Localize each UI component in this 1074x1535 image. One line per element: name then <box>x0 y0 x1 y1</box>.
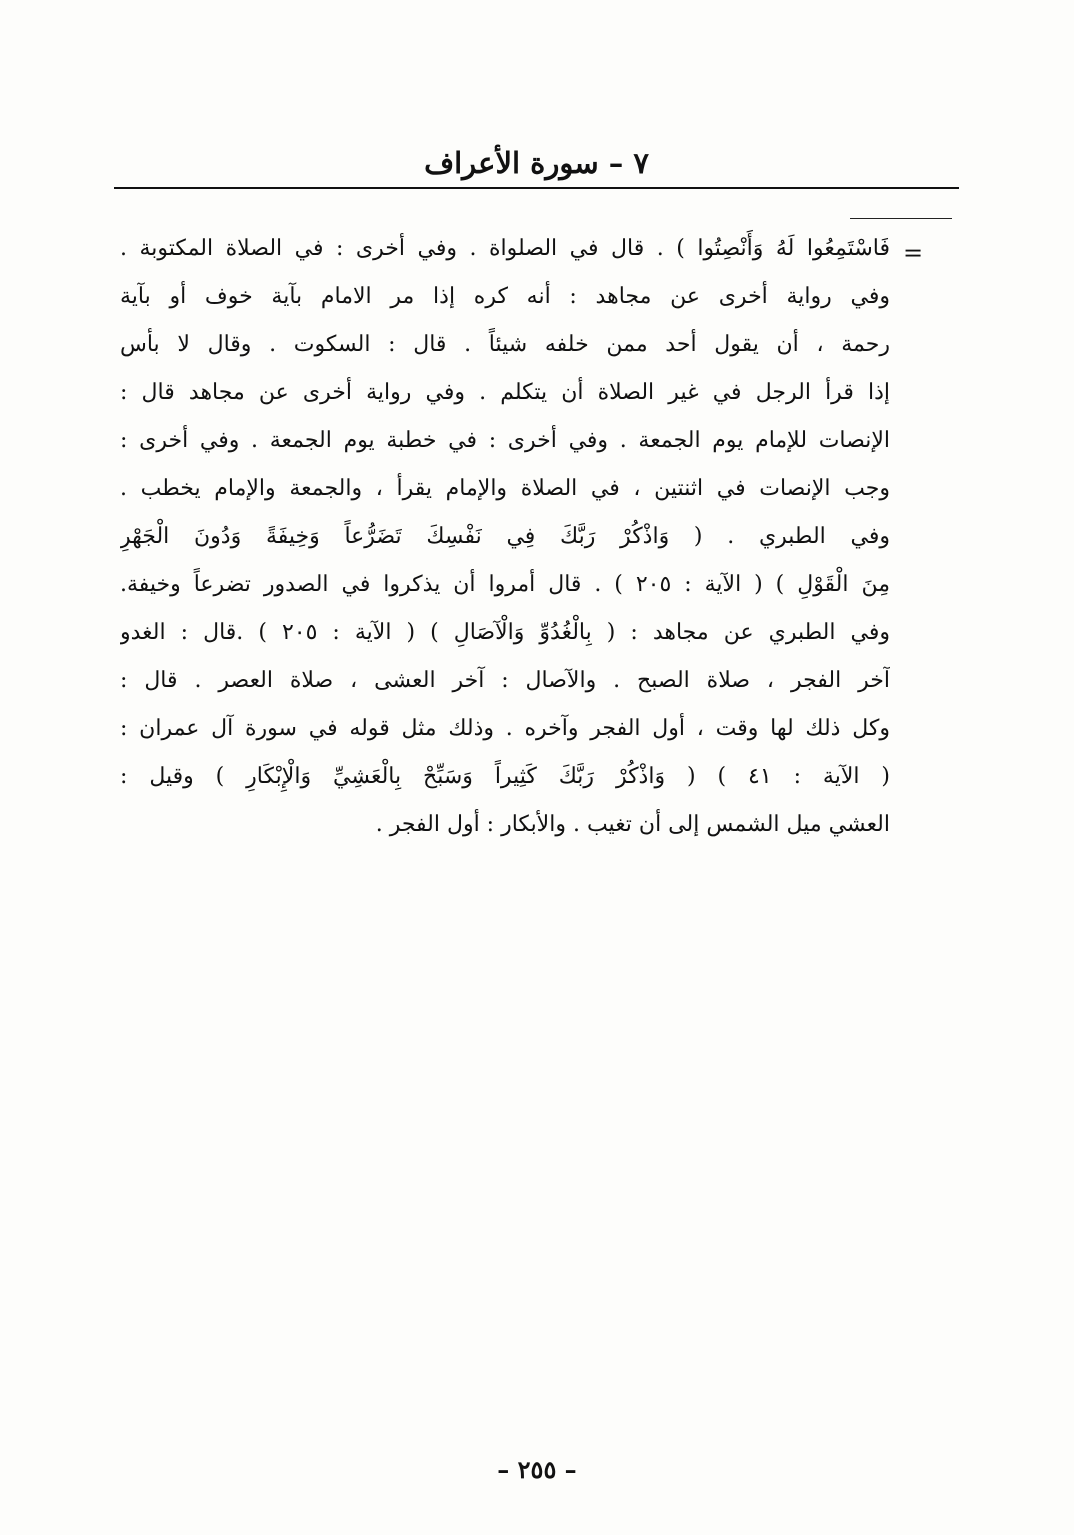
text-line: مِنَ الْقَوْلِ ) ( الآية : ٢٠٥ ) . قال أمروا أن يذكروا في الصدور تضرعاً وخيفة. <box>120 572 890 597</box>
text-line: ( الآية : ٤١ ) ( وَاذْكُرْ رَبَّكَ كَثِيراً وَسَبِّحْ بِالْعَشِيِّ وَالْإِبْكَارِ ) وقيل : <box>120 764 890 789</box>
text-line: رحمة ، أن يقول أحد ممن خلفه شيئاً . قال : السكوت . وقال لا بأس <box>120 332 890 357</box>
text-line: وكل ذلك لها وقت ، أول الفجر وآخره . وذلك مثل قوله في سورة آل عمران : <box>120 716 890 741</box>
text-line: فَاسْتَمِعُوا لَهُ وَأَنْصِتُوا ) . قال في الصلواة . وفي أخرى : في الصلاة المكتوبة . <box>120 236 890 261</box>
text-line: وفي الطبري . ( وَاذْكُرْ رَبَّكَ فِي نَفْسِكَ تَضَرُّعاً وَخِيفَةً وَدُونَ الْجَهْرِ <box>120 524 890 549</box>
page-header-title: ٧ – سورة الأعراف <box>424 146 649 180</box>
text-line: وفي الطبري عن مجاهد : ( بِالْغُدُوِّ وَالْآصَالِ ) ( الآية : ٢٠٥ ) .قال : الغدو <box>120 620 890 645</box>
text-line: إذا قرأ الرجل في غير الصلاة أن يتكلم . وفي رواية أخرى عن مجاهد قال : <box>120 380 890 405</box>
text-line: وجب الإنصات في اثنتين ، في الصلاة والإمام يقرأ ، والجمعة والإمام يخطب . <box>120 476 890 501</box>
footnote-separator-rule <box>850 218 952 219</box>
text-line: وفي رواية أخرى عن مجاهد : أنه كره إذا مر الامام بآية خوف أو بآية <box>120 284 890 309</box>
footnote-body-text <box>120 225 890 849</box>
page-number: – ٢٥٥ – <box>497 1455 577 1484</box>
text-line: العشي ميل الشمس إلى أن تغيب . والأبكار : أول الفجر . <box>375 812 890 837</box>
text-line: آخر الفجر ، صلاة الصبح . والآصال : آخر العشى ، صلاة العصر . قال : <box>120 668 890 693</box>
text-line: الإنصات للإمام يوم الجمعة . وفي أخرى : في خطبة يوم الجمعة . وفي أخرى : <box>120 428 890 453</box>
footnote-continuation-marker: = <box>903 239 924 267</box>
header-rule <box>114 187 959 189</box>
